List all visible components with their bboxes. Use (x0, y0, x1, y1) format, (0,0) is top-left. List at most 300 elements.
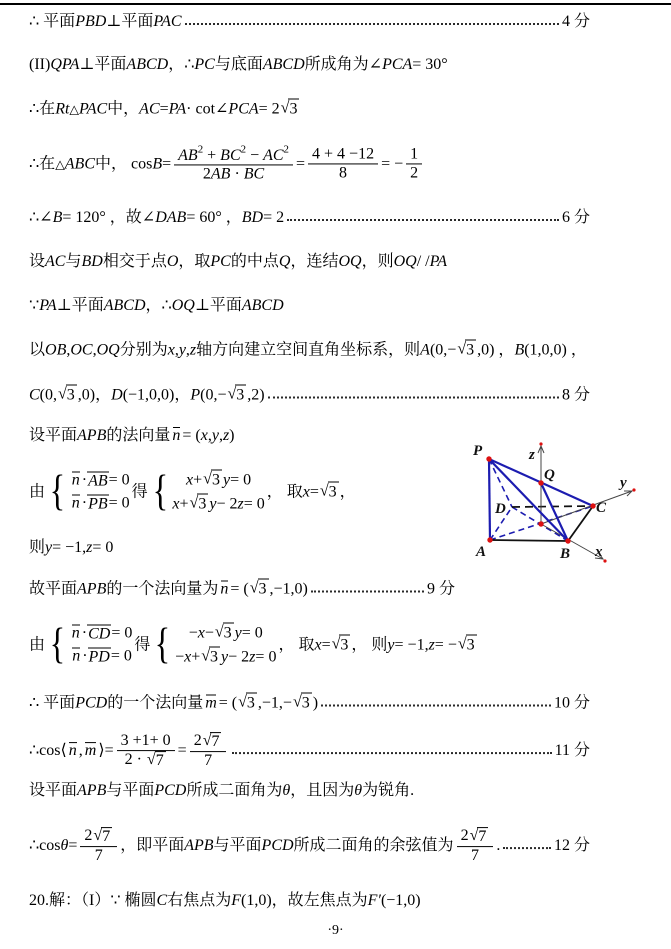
score-badge: 12 分 (553, 837, 590, 854)
text-run: − 2 (216, 495, 238, 512)
vector: m (84, 742, 97, 759)
text-run: = 2 (258, 100, 280, 117)
sqrt (281, 99, 300, 120)
equation-system (47, 620, 133, 668)
radical-sign-icon: √ (214, 623, 224, 641)
math-var: PBD (75, 13, 107, 30)
radical-sign-icon: √ (238, 693, 247, 711)
math-var: ABCD (103, 297, 146, 314)
sqrt (470, 827, 489, 846)
math-var: PA (168, 100, 187, 117)
math-var: APB (77, 782, 107, 799)
math-var: y (387, 636, 395, 653)
text-run: · cot∠ (186, 100, 229, 117)
radical-sign-icon: √ (58, 385, 67, 403)
vector: n (172, 427, 181, 444)
text-run: , (174, 341, 179, 358)
text-run: 设 (29, 253, 46, 270)
system-rows (172, 470, 264, 515)
solution-line-18 (29, 827, 590, 865)
text-run: , (78, 742, 83, 759)
text-run: ,0) ， (477, 341, 515, 358)
radical-sign-icon: √ (469, 827, 479, 845)
system-row (70, 471, 130, 491)
radicand: 3 (210, 648, 219, 666)
system-rows (70, 471, 130, 514)
radicand: 3 (223, 624, 232, 642)
numerator (117, 732, 175, 750)
text-run: = 120° ，故∠ (62, 209, 156, 226)
system-row (175, 647, 276, 668)
math-var: B (514, 341, 525, 358)
text-run: ∴∠ (29, 209, 53, 226)
edge-PD (489, 459, 512, 507)
fraction (190, 732, 227, 770)
math-var: ABCD (262, 56, 305, 73)
text-run: 2 (460, 827, 469, 845)
math-var: B (152, 154, 163, 172)
edge-PA (489, 459, 490, 540)
text-run: = ( (218, 694, 238, 711)
math-var: PA (39, 297, 57, 314)
math-var: y (234, 624, 242, 641)
denominator (457, 846, 494, 865)
vertex-dot-B (565, 538, 570, 543)
math-var: OQ (338, 253, 362, 270)
system-row (172, 494, 264, 515)
vertex-label-B: B (560, 546, 571, 562)
math-var: P (190, 386, 201, 403)
text-run: 4 + 4 −12 (312, 145, 375, 163)
solution-line-14 (29, 620, 651, 668)
math-var: APB (77, 580, 107, 597)
superscript: 2 (240, 143, 247, 156)
sqrt (201, 647, 220, 668)
radical-sign-icon: √ (203, 470, 212, 488)
radicand: 3 (236, 386, 245, 404)
subscript-symbol: △ (55, 157, 65, 172)
vector-overline: PB (88, 495, 108, 513)
text-run: , (218, 427, 223, 444)
text-run: = (68, 837, 78, 854)
score-badge: 11 分 (554, 742, 590, 759)
text-run: ∵ (29, 297, 40, 314)
radicand: 3 (258, 580, 267, 598)
system-rows (70, 624, 133, 667)
score-badge: 6 分 (561, 209, 590, 226)
vector: n (68, 742, 77, 759)
text-run: = ( (182, 427, 201, 444)
solution-line-17 (29, 781, 651, 801)
math-var: y (45, 539, 53, 556)
text-run: · (230, 165, 244, 183)
math-var: OQ (393, 253, 417, 270)
text-run: ，∴ (145, 297, 172, 314)
text-run: ) (229, 427, 235, 444)
score-badge: 10 分 (553, 694, 590, 711)
text-run: (1,0)，故左焦点为 (240, 892, 368, 909)
text-run: = (104, 742, 114, 759)
sqrt (228, 385, 247, 406)
numerator (406, 146, 422, 164)
math-var: PCA (382, 56, 413, 73)
text-run: + (191, 648, 201, 665)
sqrt (203, 470, 222, 491)
text-run: ,2) (247, 386, 265, 403)
math-var: x (186, 471, 194, 488)
math-var: F′ (367, 892, 381, 909)
text-run: = 30° (412, 56, 448, 73)
text-run: = ( (230, 580, 249, 597)
radicand: 7 (102, 828, 111, 846)
superscript: 2 (283, 143, 289, 156)
text-run: ,−1,− (257, 694, 292, 711)
vector: n (71, 494, 80, 512)
math-var: z (249, 648, 256, 665)
denominator (174, 165, 293, 184)
leader-dots (287, 219, 559, 221)
text-run: 2 (193, 732, 202, 750)
text-run: ，取 (178, 253, 211, 270)
system-row (172, 470, 264, 491)
math-var: AC (139, 100, 160, 117)
math-var: OQ (171, 297, 195, 314)
numerator (308, 146, 378, 164)
radical-sign-icon: √ (227, 385, 237, 403)
vertex-label-A: A (476, 544, 487, 560)
vector: n (71, 471, 80, 489)
leader-dots (185, 23, 559, 25)
vector-overline: PD (88, 648, 110, 666)
leader-dots (503, 847, 551, 849)
math-var: x (314, 636, 322, 653)
sqrt (147, 751, 166, 770)
math-var: APB (184, 837, 214, 854)
math-var: BD (241, 209, 264, 226)
denominator (190, 751, 227, 770)
radical-sign-icon: √ (457, 340, 467, 358)
text-run: = − (381, 154, 404, 172)
vertex-label-D: D (495, 501, 506, 517)
vertex-dot-Q (538, 480, 543, 485)
math-var: y (209, 495, 217, 512)
text-run: = 0 (108, 471, 130, 489)
radical-sign-icon: √ (202, 732, 212, 750)
solution-line-4 (29, 144, 651, 183)
text-run: = (321, 636, 331, 653)
text-run: ∴cos (29, 742, 61, 759)
text-run: 轴方向建立空间直角坐标系，则 (196, 341, 421, 358)
sqrt (250, 579, 269, 600)
math-var: OQ (96, 341, 120, 358)
text-run: = −1, (394, 636, 429, 653)
text-run: 分别为 (119, 341, 168, 358)
math-var: PC (194, 56, 215, 73)
text-run: 中， cos (95, 154, 153, 172)
text-run: 设平面 (29, 427, 78, 444)
text-run: + (179, 495, 189, 512)
radical-sign-icon: √ (249, 579, 259, 597)
text-run: 得 (134, 636, 151, 653)
sqrt (458, 635, 477, 656)
text-run: ，连结 (290, 253, 339, 270)
math-var: AB (178, 146, 198, 164)
axis-label-y: y (620, 475, 627, 491)
text-run: , (92, 341, 97, 358)
math-var: OB (45, 341, 67, 358)
text-run: ，即平面 (120, 837, 185, 854)
system-row (70, 647, 133, 667)
math-var: BC (243, 165, 265, 183)
radicand: 3 (340, 636, 349, 654)
sqrt (215, 623, 234, 644)
text-run: (0,− (429, 341, 457, 358)
fraction (308, 146, 378, 183)
numerator (457, 827, 494, 846)
numerator (190, 732, 227, 751)
denominator (406, 163, 422, 182)
system-rows (175, 623, 276, 668)
text-run: ⊥平面 (106, 13, 154, 30)
system-brace: { (152, 467, 168, 515)
pyramid-diagram (445, 425, 671, 600)
axis-label-z: z (529, 447, 535, 463)
system-row (175, 623, 276, 644)
denominator (308, 163, 378, 182)
math-var: PAC (153, 13, 182, 30)
leader-dots (311, 590, 424, 592)
sqrt (457, 340, 476, 361)
math-var: C (156, 892, 168, 909)
text-run: ∴ 平面 (29, 13, 76, 30)
text-run: 3 +1+ 0 (120, 732, 171, 750)
text-run: ,−1,0) (269, 580, 308, 597)
text-run: 故平面 (29, 580, 78, 597)
text-run: 相交于点 (102, 253, 167, 270)
radicand: 3 (466, 636, 475, 654)
text-run: ⊥平面 (79, 56, 127, 73)
vector: n (71, 624, 80, 642)
math-var: y (221, 648, 229, 665)
math-var: O (166, 253, 179, 270)
math-var: PCA (228, 100, 259, 117)
math-var: θ (354, 782, 363, 799)
math-var: A (420, 341, 430, 358)
system-brace: { (49, 620, 66, 668)
vertex-label-Q: Q (544, 467, 555, 483)
math-var: PCD (261, 837, 294, 854)
math-var: z (189, 341, 197, 358)
text-run: 1 (410, 145, 419, 163)
math-var: PCD (154, 782, 187, 799)
text-run: − (175, 648, 185, 665)
numerator (80, 827, 117, 846)
radicand: 3 (328, 483, 337, 501)
score-badge: 8 分 (561, 386, 590, 403)
text-run: 与平面 (106, 782, 155, 799)
math-var: PA (429, 253, 448, 270)
sqrt (238, 693, 257, 714)
radical-sign-icon: √ (331, 635, 341, 653)
math-var: PAC (79, 100, 108, 117)
text-run: = (177, 742, 187, 759)
text-run: = 0 (108, 494, 130, 512)
leader-dots (321, 704, 551, 706)
math-var: z (428, 636, 435, 653)
text-run: · (81, 471, 88, 489)
text-run: , (207, 427, 212, 444)
text-run: (0,− (200, 386, 227, 403)
text-run: − (246, 146, 264, 164)
math-var: y (211, 427, 219, 444)
edge-AB (490, 540, 568, 541)
sqrt (203, 732, 222, 751)
text-run: 2 (202, 165, 211, 183)
text-run: ,0)， (77, 386, 112, 403)
solution-line-2 (29, 55, 651, 75)
fraction (80, 827, 117, 865)
vertex-label-P: P (473, 443, 483, 459)
text-run: 7 (470, 847, 479, 864)
sqrt (320, 482, 339, 503)
vector: m (205, 694, 217, 711)
math-var: B (52, 209, 63, 226)
text-run: ， 取 (266, 483, 303, 500)
solution-line-3 (29, 99, 651, 120)
radical-sign-icon: √ (457, 635, 467, 653)
text-run: = 0 (110, 647, 132, 665)
sqrt (58, 385, 77, 406)
text-run: · (81, 494, 88, 512)
radical-sign-icon: √ (189, 494, 199, 512)
score-badge: 4 分 (561, 13, 590, 30)
text-run: ∴cos (29, 837, 61, 854)
text-run: (−1,0) (380, 892, 421, 909)
radicand: 3 (198, 495, 207, 513)
text-run: · (81, 624, 88, 642)
solution-line-16 (29, 732, 590, 770)
vertex-label-C: C (596, 500, 607, 516)
text-run: ，∴ (168, 56, 195, 73)
vertex-dots (486, 442, 635, 562)
text-run: ，且因为 (290, 782, 355, 799)
radicand: 3 (66, 386, 75, 404)
text-run: (−1,0,0)， (122, 386, 191, 403)
sqrt (332, 635, 351, 656)
subscript-symbol: △ (69, 102, 79, 117)
math-var: z (237, 495, 244, 512)
text-run: 7 (94, 847, 103, 864)
vector: n (72, 647, 81, 665)
radicand: 3 (246, 694, 255, 712)
text-run: ) (312, 694, 319, 711)
fraction (174, 144, 293, 183)
math-var: APB (77, 427, 107, 444)
math-var: D (111, 386, 123, 403)
text-run: (0, (39, 386, 57, 403)
text-run: 的一个法向量为 (106, 580, 219, 597)
text-run: = 0 (255, 648, 277, 665)
text-run: − (204, 624, 214, 641)
vector-overline: CD (88, 625, 111, 643)
axis-label-x: x (595, 544, 603, 560)
solution-line-5 (29, 208, 590, 228)
radical-sign-icon: √ (146, 751, 156, 768)
text-run: + (203, 146, 221, 164)
vertex-dot-A (487, 537, 492, 542)
text-run: 的中点 (230, 253, 279, 270)
text-run: 右焦点为 (167, 892, 232, 909)
math-var: DAB (155, 209, 187, 226)
math-var: AC (45, 253, 66, 270)
score-badge: 9 分 (426, 580, 455, 597)
solution-line-8 (29, 340, 651, 361)
text-run: . (496, 837, 501, 854)
math-var: y (222, 471, 231, 488)
denominator (117, 750, 175, 770)
radical-sign-icon: √ (280, 99, 290, 117)
text-run: = 0 (230, 471, 252, 488)
text-run: ⊥平面 (56, 297, 104, 314)
vector-overline: AB (88, 472, 108, 490)
edge-BC (568, 506, 593, 541)
radical-sign-icon: √ (319, 482, 329, 500)
math-var: BD (81, 253, 103, 270)
solution-line-6 (29, 252, 651, 272)
sqrt (190, 494, 209, 515)
text-run: = 0 (241, 624, 263, 641)
text-run: 中， (107, 100, 140, 117)
text-run: = (162, 154, 172, 172)
text-run: = (309, 483, 319, 500)
text-run: + (193, 471, 203, 488)
fraction (457, 827, 494, 865)
text-run: (1,0,0) ， (524, 341, 587, 358)
text-run: , (185, 341, 190, 358)
text-run: = 0 (92, 539, 114, 556)
fraction (117, 732, 175, 770)
text-run: , (66, 341, 71, 358)
text-run: ⟨ (60, 742, 67, 759)
text-run: 为锐角. (362, 782, 415, 799)
equation-system (152, 620, 277, 668)
math-var: C (29, 386, 40, 403)
math-var: y (178, 341, 186, 358)
equation-system (150, 467, 265, 515)
solution-line-13 (29, 579, 455, 600)
radicand: 7 (478, 828, 487, 846)
text-run: − 2 (228, 648, 250, 665)
math-var: θ (282, 782, 291, 799)
edge-PB (489, 459, 568, 541)
math-var: ABCD (241, 297, 284, 314)
numerator (174, 144, 293, 164)
math-var: AC (263, 146, 284, 164)
text-run: = 60° ， (186, 209, 242, 226)
vertex-dot-C (590, 503, 595, 508)
solution-line-15 (29, 693, 590, 714)
radical-sign-icon: √ (292, 693, 302, 711)
math-var: z (222, 427, 230, 444)
math-var: ABCD (126, 56, 169, 73)
page-number: ·9· (327, 923, 344, 938)
solution-line-19 (29, 891, 651, 911)
math-var: x (302, 483, 310, 500)
radicand: 3 (301, 694, 310, 712)
text-run: (II) (29, 56, 51, 73)
text-run: 所成角为∠ (304, 56, 383, 73)
system-row (70, 624, 133, 644)
